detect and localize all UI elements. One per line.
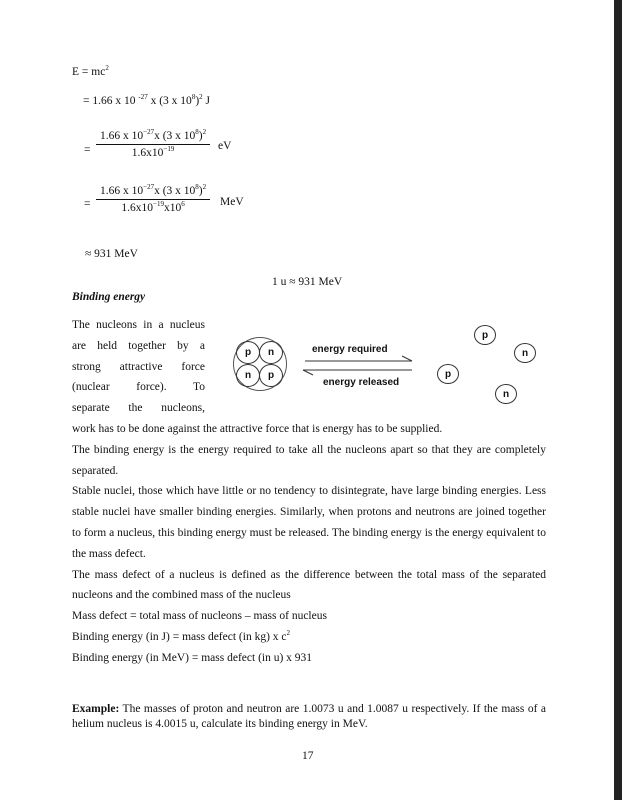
intro-line: separate the nucleons,: [72, 402, 205, 415]
energy-released-label: energy released: [323, 377, 400, 388]
example-label: Example:: [72, 703, 120, 715]
binding-energy-diagram: [220, 305, 550, 420]
equals-sign: =: [84, 198, 91, 210]
equation-joules: = 1.66 x 10 $^{-27}$ x (3 x $10^8)^2$ J: [83, 93, 211, 107]
page-number: 17: [302, 750, 314, 762]
unit-mev: MeV: [220, 196, 244, 208]
mass-defect-formula: Mass defect = total mass of nucleons – mass of nucleus: [72, 610, 327, 623]
fraction-mev: $\frac{1.66 x 10^{-27}x (3 x 10^8)^2}{1.6x10^{-19}x10^6}$: [96, 183, 210, 216]
proton-icon: p: [259, 364, 283, 387]
paragraph: work has to be done against the attractive force that is energy has to be supplied.: [72, 423, 443, 435]
conversion-statement: 1 u ≈ 931 MeV: [272, 276, 343, 288]
result-approx: ≈ 931 MeV: [85, 248, 138, 260]
intro-line: are held together by a: [72, 339, 205, 352]
paragraph: The binding energy is the energy required to take all the nucleons apart so that they are completely separated.: [72, 443, 546, 477]
neutron-icon: n: [495, 384, 517, 404]
body-text: [72, 419, 546, 669]
proton-icon: p: [437, 364, 459, 384]
wrapped-intro: [72, 315, 205, 419]
viewer-border: [614, 0, 622, 800]
example: [72, 702, 546, 732]
example-text: The masses of proton and neutron are 1.0073 u and 1.0087 u respectively. If the mass of a helium nucleus is 4.0015 u, calculate its binding energy in MeV.: [72, 703, 546, 730]
neutron-icon: n: [514, 343, 536, 363]
equation-emc2: $E = mc^2$: [72, 64, 109, 78]
fraction-ev: $\frac{1.66 x 10^{-27}x (3 x 10^8)^2}{1.6x10^{-19}}$: [96, 128, 210, 161]
neutron-icon: n: [259, 341, 283, 364]
unit-ev: eV: [218, 140, 232, 152]
equals-sign: =: [84, 144, 91, 156]
intro-line: The nucleons in a nucleus: [72, 319, 205, 331]
binding-energy-mev-formula: Binding energy (in MeV) = mass defect (in u) x 931: [72, 651, 313, 664]
proton-icon: p: [236, 341, 260, 364]
paragraph: Stable nuclei, those which have little or no tendency to disintegrate, have large binding energies. Less stable nuclei have smaller binding energies. Similarly, when protons and neutrons are joined together to form a nucleus, this binding energy must be released. The binding energy is the energy equivalent to the mass defect.: [72, 485, 546, 560]
intro-line: strong attractive force: [72, 360, 205, 373]
proton-icon: p: [474, 325, 496, 345]
section-heading: Binding energy: [72, 291, 146, 303]
binding-energy-joule-formula: Binding energy (in J) = mass defect (in kg) x $c^2$: [72, 628, 291, 643]
intro-line: (nuclear force). To: [72, 381, 205, 394]
energy-required-label: energy required: [312, 344, 388, 355]
neutron-icon: n: [236, 364, 260, 387]
paragraph: The mass defect of a nucleus is defined as the difference between the total mass of the separated nucleons and the combined mass of the nucleus: [72, 568, 546, 602]
